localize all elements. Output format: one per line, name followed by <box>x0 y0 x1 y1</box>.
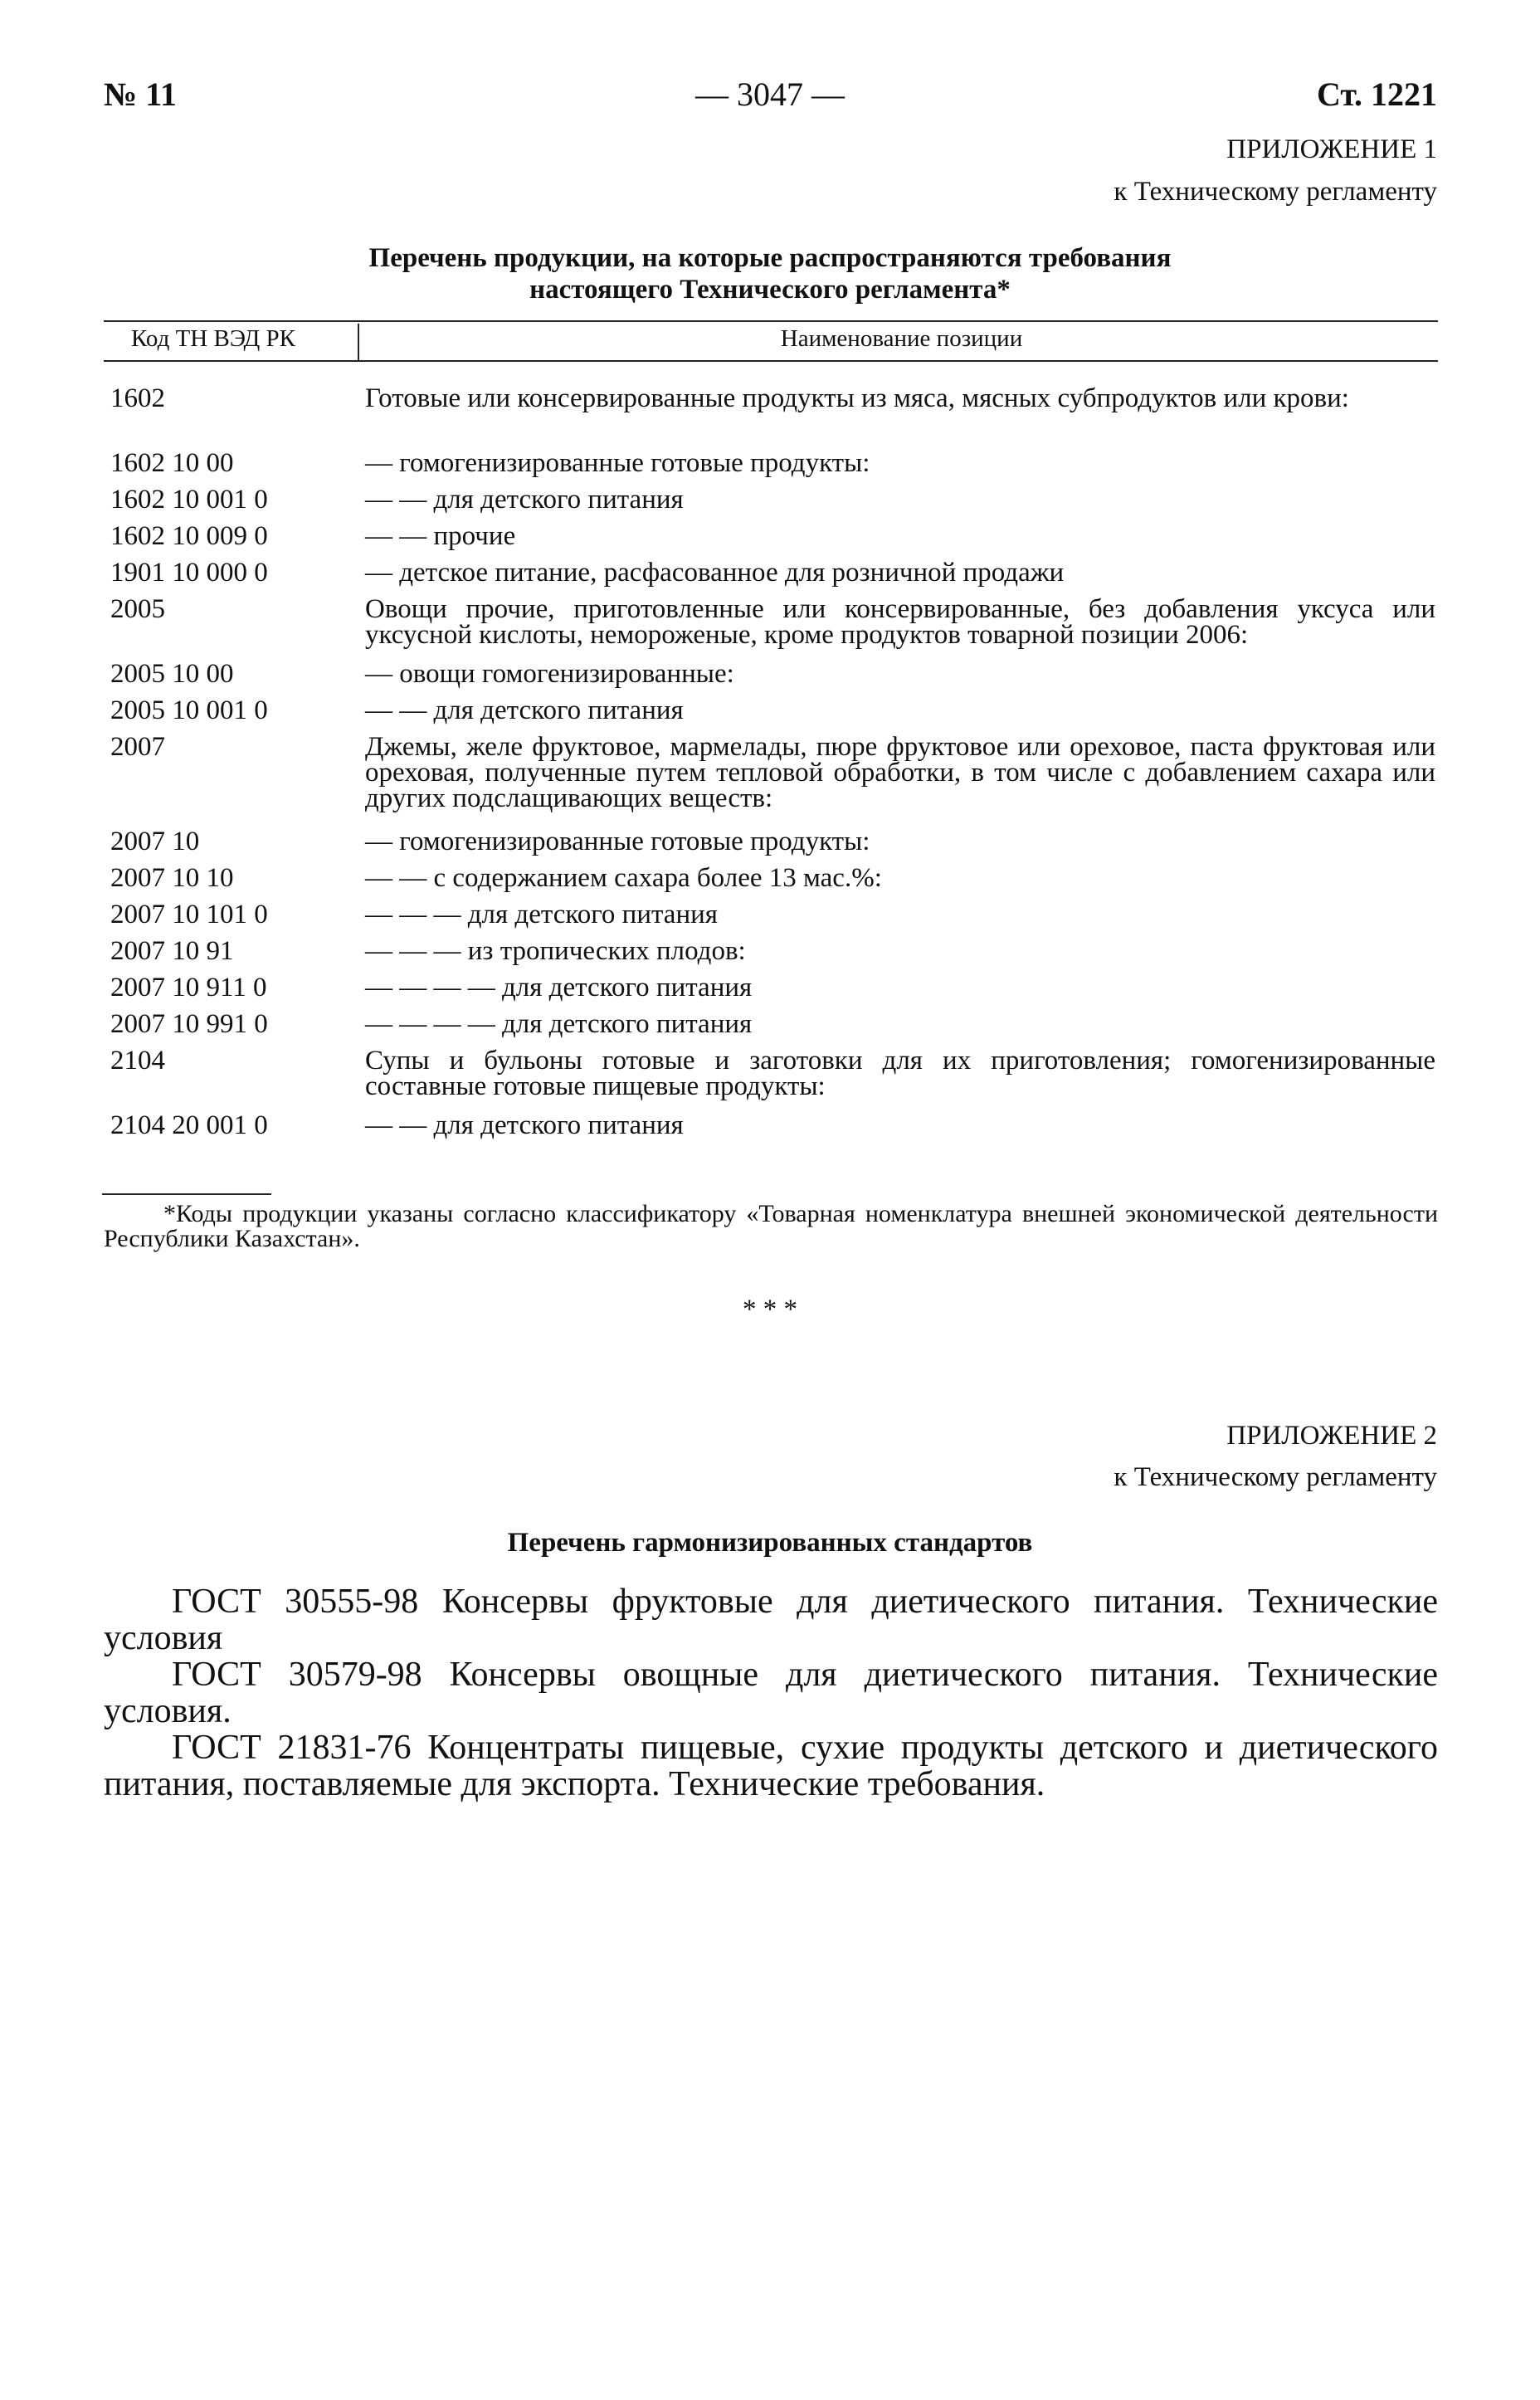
standard-item: ГОСТ 30555-98 Консервы фруктовые для диетического питания. Технические условия <box>104 1583 1438 1657</box>
row-code: 2007 10 <box>110 827 200 856</box>
row-code: 2104 20 001 0 <box>110 1110 268 1140</box>
footnote: *Коды продукции указаны согласно классификатору «Товарная номенклатура внешней экономической деятельности Республики Казахстан». <box>104 1200 1438 1252</box>
row-name: Готовые или консервированные продукты из мяса, мясных субпродуктов или крови: <box>365 383 1349 413</box>
row-name: Овощи прочие, приготовленные или консервированные, без добавления уксуса или уксусной кислоты, немороженые, кроме продуктов товарной позиции 2006: <box>365 594 1435 650</box>
page-number: — 3047 — <box>695 76 845 113</box>
standard-item: ГОСТ 30579-98 Консервы овощные для диетического питания. Технические условия. <box>104 1656 1438 1730</box>
column-header-name: Наименование позиции <box>780 325 1023 352</box>
row-name: — — — для детского питания <box>365 900 718 929</box>
appendix2-title: Перечень гармонизированных стандартов <box>507 1528 1033 1558</box>
table-header-rule <box>104 360 1438 362</box>
table-column-divider <box>358 324 359 360</box>
footnote-rule <box>102 1193 271 1195</box>
row-code: 2007 <box>110 732 165 762</box>
row-name: Джемы, желе фруктовое, мармелады, пюре фруктовое или ореховое, паста фруктовая или ореховая, полученные путем тепловой обработки, в том числе с добавлением сахара или других подслащивающих веществ: <box>365 732 1435 813</box>
row-code: 2007 10 991 0 <box>110 1009 268 1039</box>
row-name: — — прочие <box>365 521 516 551</box>
row-name: — — — — для детского питания <box>365 1009 753 1039</box>
section-separator: * * * <box>743 1295 797 1324</box>
row-code: 2007 10 911 0 <box>110 973 267 1002</box>
row-name: — гомогенизированные готовые продукты: <box>365 448 870 478</box>
appendix2-label: ПРИЛОЖЕНИЕ 2 <box>1226 1421 1437 1451</box>
appendix1-title-line2: настоящего Технического регламента* <box>529 275 1011 305</box>
row-code: 1901 10 000 0 <box>110 558 268 588</box>
appendix1-title-line1: Перечень продукции, на которые распространяются требования <box>368 243 1172 273</box>
appendix1-label: ПРИЛОЖЕНИЕ 1 <box>1226 134 1437 164</box>
appendix2-sublabel: к Техническому регламенту <box>1114 1462 1437 1492</box>
row-name: — — — — для детского питания <box>365 973 753 1002</box>
article-number: Ст. 1221 <box>1317 76 1437 113</box>
row-name: — — — из тропических плодов: <box>365 936 746 966</box>
row-code: 2005 10 001 0 <box>110 695 268 725</box>
row-name: — — для детского питания <box>365 695 684 725</box>
standard-item: ГОСТ 21831-76 Концентраты пищевые, сухие продукты детского и диетического питания, поставляемые для экспорта. Технические требования. <box>104 1729 1438 1803</box>
row-code: 2005 <box>110 594 165 624</box>
row-code: 1602 10 001 0 <box>110 485 268 515</box>
row-code: 1602 10 009 0 <box>110 521 268 551</box>
table-top-rule <box>104 320 1438 322</box>
row-code: 2104 <box>110 1046 165 1076</box>
issue-number: № 11 <box>104 76 177 113</box>
row-code: 2007 10 91 <box>110 936 234 966</box>
row-code: 1602 <box>110 383 165 413</box>
column-header-code: Код ТН ВЭД РК <box>131 325 296 352</box>
row-code: 2007 10 101 0 <box>110 900 268 929</box>
row-name: — овощи гомогенизированные: <box>365 659 734 689</box>
row-code: 2007 10 10 <box>110 863 234 893</box>
row-code: 1602 10 00 <box>110 448 234 478</box>
row-name: — гомогенизированные готовые продукты: <box>365 827 870 856</box>
row-name: — детское питание, расфасованное для розничной продажи <box>365 558 1065 588</box>
appendix1-sublabel: к Техническому регламенту <box>1114 177 1437 207</box>
row-code: 2005 10 00 <box>110 659 234 689</box>
row-name: — — с содержанием сахара более 13 мас.%: <box>365 863 882 893</box>
row-name: — — для детского питания <box>365 1110 684 1140</box>
row-name: — — для детского питания <box>365 485 684 515</box>
row-name: Супы и бульоны готовые и заготовки для их приготовления; гомогенизированные составные готовые пищевые продукты: <box>365 1046 1435 1101</box>
